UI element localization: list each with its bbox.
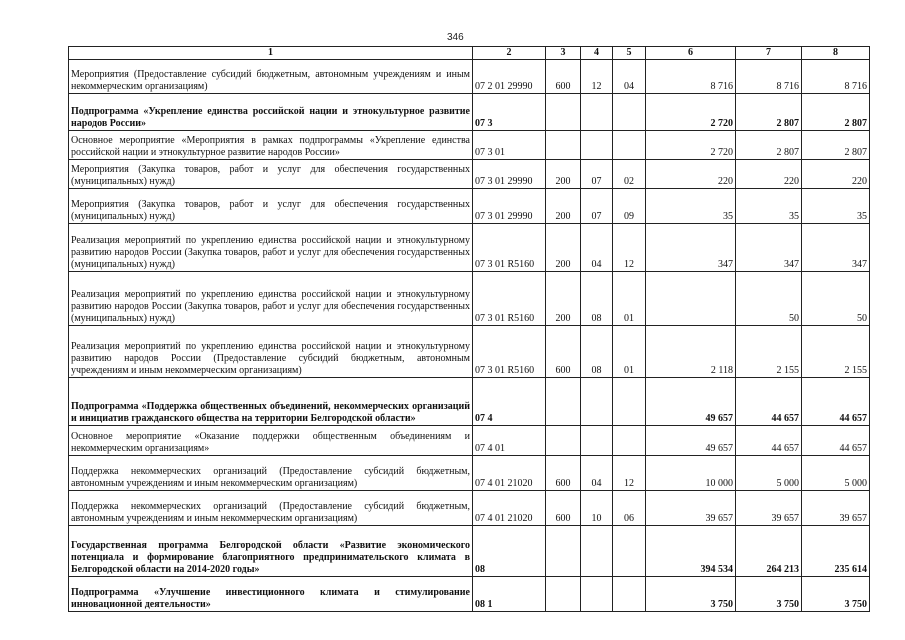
table-row <box>69 131 870 160</box>
table-row <box>69 491 870 526</box>
row-pr-cell: 01 <box>613 326 646 378</box>
row-name-cell: Мероприятия (Предоставление субсидий бюджетным, автономным учреждениям и иным некоммерческим организациям) <box>69 60 473 94</box>
row-rz-cell: 07 <box>581 189 613 224</box>
column-header: 4 <box>581 47 613 60</box>
column-header: 3 <box>546 47 581 60</box>
row-pr-cell: 12 <box>613 456 646 491</box>
row-code-cell: 07 3 01 <box>473 131 546 160</box>
row-sum-cell: 10 000 <box>646 456 736 491</box>
column-header: 5 <box>613 47 646 60</box>
row-sum-cell: 3 750 <box>736 577 802 612</box>
row-rz-cell: 12 <box>581 60 613 94</box>
row-sum-cell: 394 534 <box>646 526 736 577</box>
row-sum-cell: 2 720 <box>646 131 736 160</box>
row-rz-cell <box>581 577 613 612</box>
table-row <box>69 272 870 326</box>
table-row <box>69 426 870 456</box>
row-name-cell: Подпрограмма «Поддержка общественных объединений, некоммерческих организаций и инициатив гражданского общества на территории Белгородской области» <box>69 378 473 426</box>
row-code-cell: 07 4 01 21020 <box>473 456 546 491</box>
row-rz-cell <box>581 378 613 426</box>
row-vr-cell <box>546 426 581 456</box>
table-row <box>69 189 870 224</box>
row-name-cell: Подпрограмма «Укрепление единства российской нации и этнокультурное развитие народов России» <box>69 94 473 131</box>
row-pr-cell: 12 <box>613 224 646 272</box>
row-code-cell: 07 3 01 29990 <box>473 160 546 189</box>
row-pr-cell <box>613 378 646 426</box>
row-code-cell: 07 3 <box>473 94 546 131</box>
table-row <box>69 94 870 131</box>
page-number: 346 <box>447 32 464 43</box>
row-pr-cell <box>613 577 646 612</box>
row-rz-cell: 07 <box>581 160 613 189</box>
row-vr-cell: 200 <box>546 224 581 272</box>
row-rz-cell <box>581 426 613 456</box>
row-sum-cell: 220 <box>646 160 736 189</box>
row-sum-cell: 39 657 <box>736 491 802 526</box>
row-vr-cell: 200 <box>546 160 581 189</box>
row-rz-cell <box>581 94 613 131</box>
row-vr-cell: 200 <box>546 189 581 224</box>
row-rz-cell: 04 <box>581 224 613 272</box>
column-header: 7 <box>736 47 802 60</box>
row-rz-cell <box>581 526 613 577</box>
row-sum-cell: 2 720 <box>646 94 736 131</box>
row-sum-cell: 44 657 <box>802 378 870 426</box>
row-sum-cell: 50 <box>736 272 802 326</box>
row-sum-cell: 49 657 <box>646 378 736 426</box>
row-sum-cell: 39 657 <box>646 491 736 526</box>
row-code-cell: 07 4 01 <box>473 426 546 456</box>
table-row <box>69 378 870 426</box>
row-sum-cell: 2 155 <box>802 326 870 378</box>
row-rz-cell: 04 <box>581 456 613 491</box>
row-sum-cell: 347 <box>802 224 870 272</box>
table-row <box>69 526 870 577</box>
row-vr-cell <box>546 577 581 612</box>
row-sum-cell: 35 <box>802 189 870 224</box>
row-vr-cell <box>546 526 581 577</box>
column-header: 8 <box>802 47 870 60</box>
row-sum-cell: 50 <box>802 272 870 326</box>
row-rz-cell: 08 <box>581 272 613 326</box>
row-sum-cell: 39 657 <box>802 491 870 526</box>
row-code-cell: 07 3 01 R5160 <box>473 272 546 326</box>
row-sum-cell: 2 807 <box>802 94 870 131</box>
column-header: 1 <box>69 47 473 60</box>
row-sum-cell: 8 716 <box>736 60 802 94</box>
header-row <box>69 47 870 60</box>
row-sum-cell: 3 750 <box>802 577 870 612</box>
row-sum-cell: 220 <box>736 160 802 189</box>
row-code-cell: 07 4 <box>473 378 546 426</box>
table-row <box>69 577 870 612</box>
row-pr-cell: 01 <box>613 272 646 326</box>
row-name-cell: Мероприятия (Закупка товаров, работ и услуг для обеспечения государственных (муниципальных) нужд) <box>69 160 473 189</box>
row-rz-cell: 10 <box>581 491 613 526</box>
row-vr-cell <box>546 94 581 131</box>
row-sum-cell: 5 000 <box>802 456 870 491</box>
row-sum-cell: 347 <box>736 224 802 272</box>
row-code-cell: 08 1 <box>473 577 546 612</box>
row-vr-cell: 600 <box>546 491 581 526</box>
row-sum-cell: 347 <box>646 224 736 272</box>
row-name-cell: Поддержка некоммерческих организаций (Предоставление субсидий бюджетным, автономным учреждениям и иным некоммерческим организациям) <box>69 456 473 491</box>
row-pr-cell <box>613 94 646 131</box>
row-code-cell: 07 3 01 29990 <box>473 189 546 224</box>
row-rz-cell: 08 <box>581 326 613 378</box>
row-name-cell: Реализация мероприятий по укреплению единства российской нации и этнокультурному развитию народов России (Закупка товаров, работ и услуг для обеспечения государственных (муниципальных) нужд) <box>69 272 473 326</box>
row-vr-cell: 600 <box>546 326 581 378</box>
row-sum-cell: 2 155 <box>736 326 802 378</box>
row-sum-cell <box>646 272 736 326</box>
row-vr-cell: 600 <box>546 60 581 94</box>
row-sum-cell: 264 213 <box>736 526 802 577</box>
table-row <box>69 456 870 491</box>
row-pr-cell: 09 <box>613 189 646 224</box>
row-vr-cell: 600 <box>546 456 581 491</box>
row-name-cell: Мероприятия (Закупка товаров, работ и услуг для обеспечения государственных (муниципальных) нужд) <box>69 189 473 224</box>
row-sum-cell: 235 614 <box>802 526 870 577</box>
row-pr-cell: 04 <box>613 60 646 94</box>
row-pr-cell <box>613 526 646 577</box>
row-sum-cell: 35 <box>736 189 802 224</box>
row-sum-cell: 35 <box>646 189 736 224</box>
table-row <box>69 224 870 272</box>
row-name-cell: Основное мероприятие «Оказание поддержки общественным объединениям и некоммерческим организациям» <box>69 426 473 456</box>
row-name-cell: Реализация мероприятий по укреплению единства российской нации и этнокультурному развитию народов России (Закупка товаров, работ и услуг для обеспечения государственных (муниципальных) нужд) <box>69 224 473 272</box>
table-row <box>69 160 870 189</box>
row-sum-cell: 8 716 <box>646 60 736 94</box>
budget-table <box>68 46 870 612</box>
row-name-cell: Поддержка некоммерческих организаций (Предоставление субсидий бюджетным, автономным учреждениям и иным некоммерческим организациям) <box>69 491 473 526</box>
row-rz-cell <box>581 131 613 160</box>
row-sum-cell: 2 807 <box>736 131 802 160</box>
row-code-cell: 07 3 01 R5160 <box>473 326 546 378</box>
row-sum-cell: 44 657 <box>736 378 802 426</box>
row-name-cell: Реализация мероприятий по укреплению единства российской нации и этнокультурному развитию народов России (Предоставление субсидий бюджетным, автономным учреждениям и иным некоммерческим организациям) <box>69 326 473 378</box>
row-sum-cell: 8 716 <box>802 60 870 94</box>
row-sum-cell: 220 <box>802 160 870 189</box>
row-name-cell: Подпрограмма «Улучшение инвестиционного климата и стимулирование инновационной деятельности» <box>69 577 473 612</box>
row-vr-cell: 200 <box>546 272 581 326</box>
row-sum-cell: 49 657 <box>646 426 736 456</box>
row-sum-cell: 2 118 <box>646 326 736 378</box>
table-row <box>69 60 870 94</box>
row-sum-cell: 2 807 <box>736 94 802 131</box>
row-sum-cell: 44 657 <box>802 426 870 456</box>
row-vr-cell <box>546 131 581 160</box>
row-pr-cell <box>613 426 646 456</box>
row-pr-cell <box>613 131 646 160</box>
row-code-cell: 07 4 01 21020 <box>473 491 546 526</box>
row-name-cell: Государственная программа Белгородской области «Развитие экономического потенциала и формирование благоприятного предпринимательского климата в Белгородской области на 2014-2020 годы» <box>69 526 473 577</box>
table-row <box>69 326 870 378</box>
row-code-cell: 08 <box>473 526 546 577</box>
row-sum-cell: 3 750 <box>646 577 736 612</box>
row-pr-cell: 06 <box>613 491 646 526</box>
row-vr-cell <box>546 378 581 426</box>
row-sum-cell: 44 657 <box>736 426 802 456</box>
row-name-cell: Основное мероприятие «Мероприятия в рамках подпрограммы «Укрепление единства российской нации и этнокультурное развитие народов России» <box>69 131 473 160</box>
row-pr-cell: 02 <box>613 160 646 189</box>
row-sum-cell: 5 000 <box>736 456 802 491</box>
column-header: 2 <box>473 47 546 60</box>
row-sum-cell: 2 807 <box>802 131 870 160</box>
column-header: 6 <box>646 47 736 60</box>
row-code-cell: 07 2 01 29990 <box>473 60 546 94</box>
row-code-cell: 07 3 01 R5160 <box>473 224 546 272</box>
